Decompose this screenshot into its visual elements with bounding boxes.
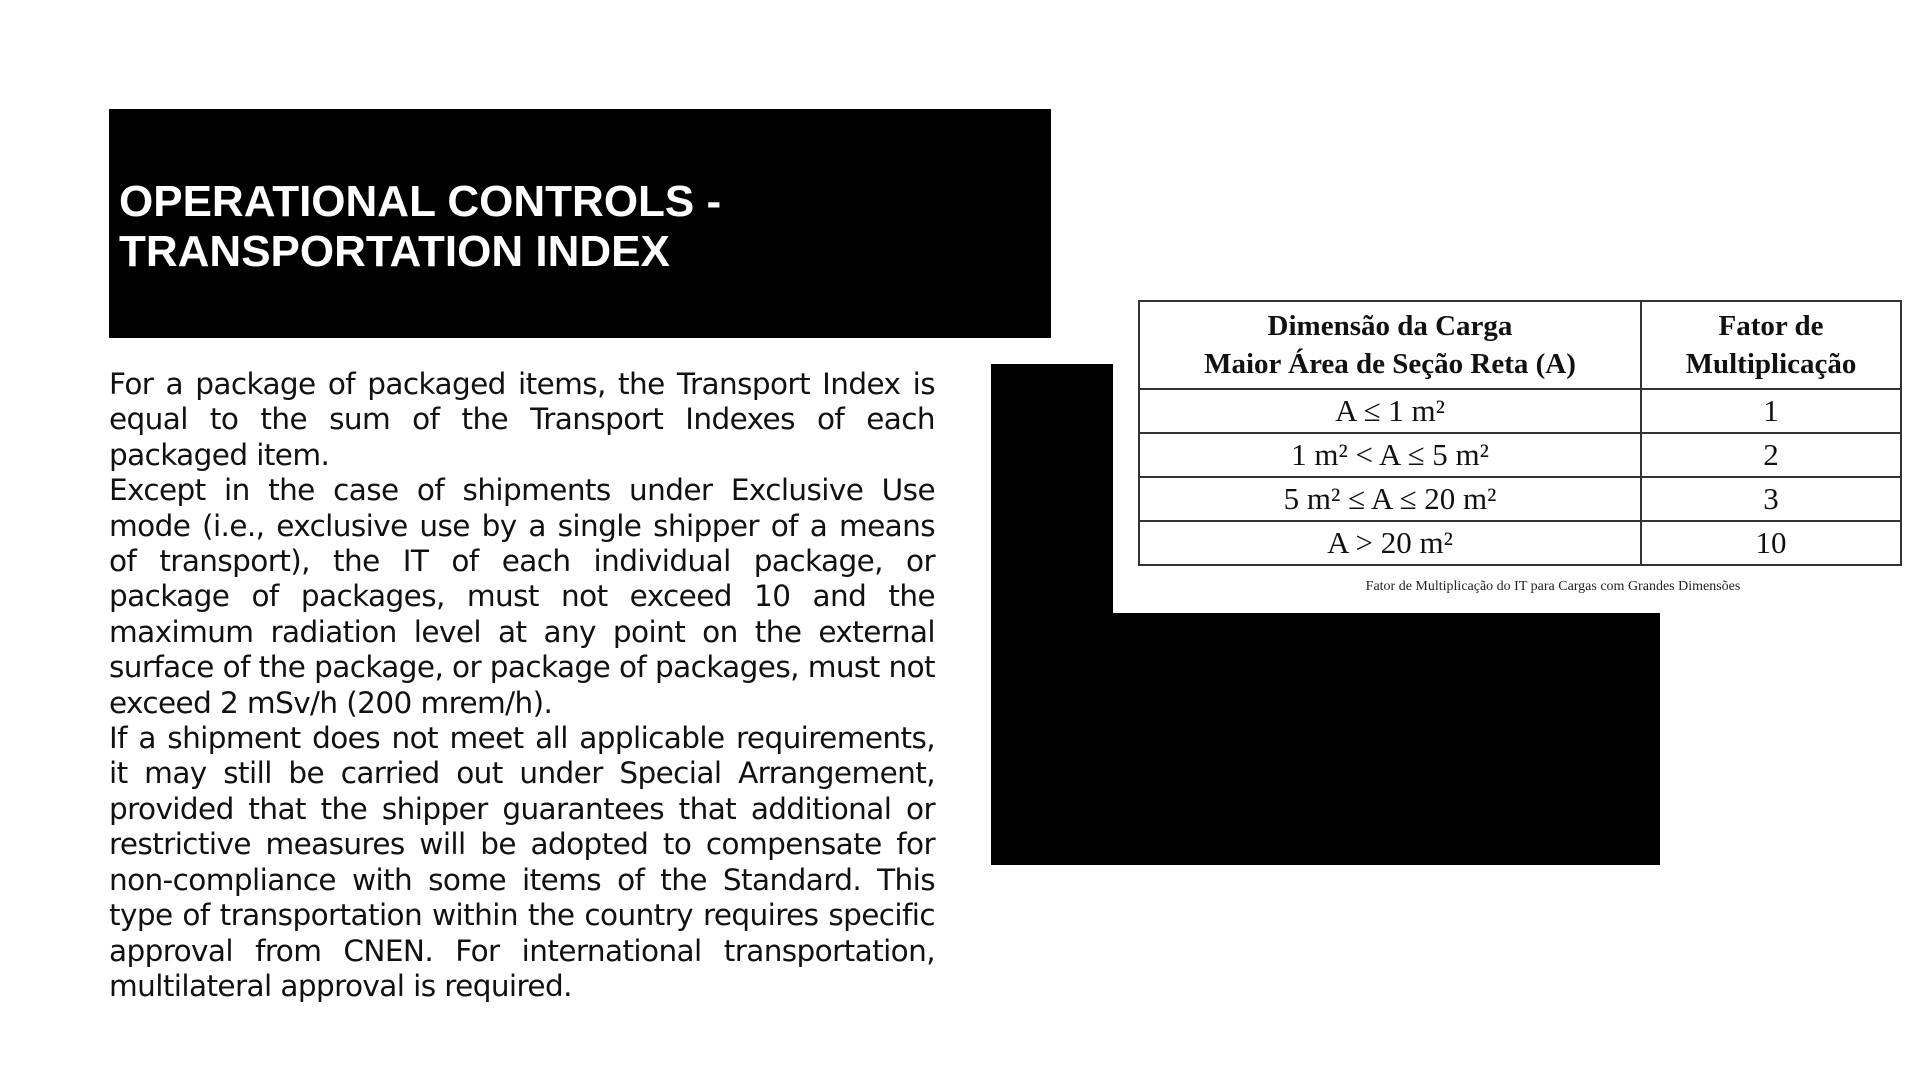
- cell-dimension: A > 20 m²: [1139, 521, 1641, 565]
- table-row: [1139, 477, 1901, 521]
- cell-factor: 1: [1641, 389, 1901, 433]
- table-row: [1139, 521, 1901, 565]
- cell-dimension: 5 m² ≤ A ≤ 20 m²: [1139, 477, 1641, 521]
- slide-title-line-1: OPERATIONAL CONTROLS -: [119, 177, 722, 226]
- table-row: [1139, 433, 1901, 477]
- cell-dimension: 1 m² < A ≤ 5 m²: [1139, 433, 1641, 477]
- multiplication-factor-figure: [1113, 286, 1920, 613]
- slide-title-line-2: TRANSPORTATION INDEX: [119, 227, 670, 276]
- table-header-row: [1139, 301, 1901, 389]
- table-caption: Fator de Multiplicação do IT para Cargas com Grandes Dimensões: [1365, 579, 1741, 594]
- paragraph-package-index: For a package of packaged items, the Transport Index is equal to the sum of the Transport Indexes of each packaged item.: [109, 367, 935, 472]
- header-dimension: [1139, 301, 1641, 389]
- cell-factor: 2: [1641, 433, 1901, 477]
- title-banner: [109, 109, 1051, 338]
- cell-dimension: A ≤ 1 m²: [1139, 389, 1641, 433]
- paragraph-exclusive-use: Except in the case of shipments under Exclusive Use mode (i.e., exclusive use by a single shipper of a means of transport), the IT of each individual package, or package of packages, must not exceed 10 and the maximum radiation level at any point on the external surface of the package, or package of packages, must not exceed 2 mSv/h (200 mrem/h).: [109, 473, 935, 720]
- cell-factor: 3: [1641, 477, 1901, 521]
- header-factor: [1641, 301, 1901, 389]
- slide-title: [119, 177, 721, 277]
- header-dimension-line-1: Dimensão da Carga: [1267, 310, 1513, 342]
- header-dimension-line-2: Maior Área de Seção Reta (A): [1204, 348, 1576, 380]
- body-text: [109, 367, 935, 1004]
- decorative-block-bottom: [991, 613, 1660, 865]
- table-row: [1139, 389, 1901, 433]
- header-factor-line-1: Fator de: [1718, 310, 1824, 342]
- cell-factor: 10: [1641, 521, 1901, 565]
- paragraph-special-arrangement: If a shipment does not meet all applicable requirements, it may still be carried out under Special Arrangement, provided that the shipper guarantees that additional or restrictive measures will be adopted to compensate for non-compliance with some items of the Standard. This type of transportation within the country requires specific approval from CNEN. For international transportation, multilateral approval is required.: [109, 721, 935, 1003]
- header-factor-line-2: Multiplicação: [1685, 348, 1857, 380]
- multiplication-factor-table: [1138, 300, 1902, 566]
